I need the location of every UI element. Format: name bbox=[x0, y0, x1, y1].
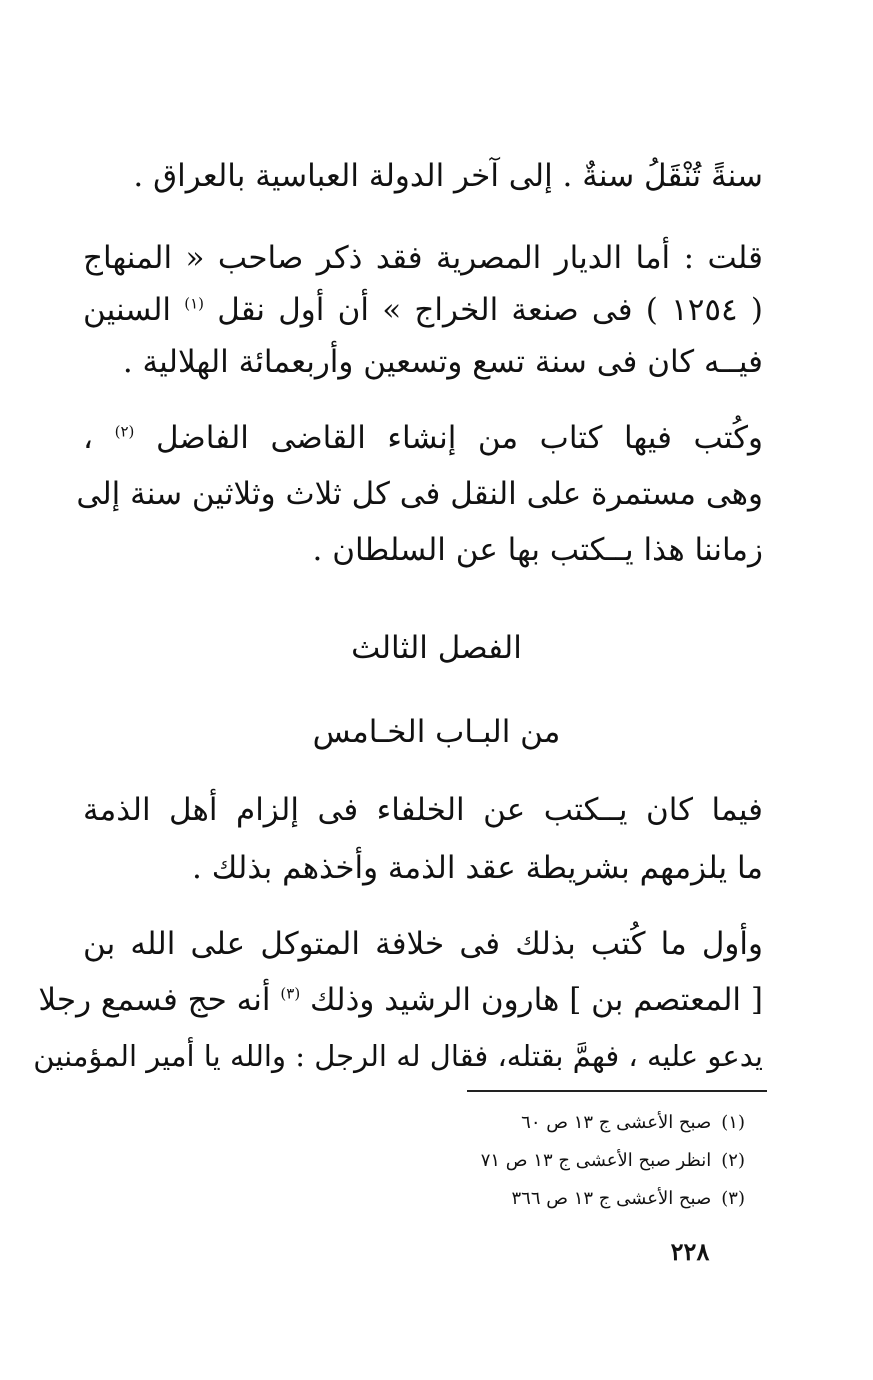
text-fragment: أنه حج فسمع رجلا bbox=[38, 982, 281, 1018]
footnote-text: صبح الأعشى ج ١٣ ص ٦٠ bbox=[521, 1112, 712, 1133]
footnote-number: (٣) bbox=[721, 1188, 745, 1209]
section-heading: من البـاب الخـامس bbox=[312, 714, 561, 750]
footnote bbox=[385, 1110, 745, 1136]
text-line bbox=[83, 418, 763, 458]
page-number: ٢٢٨ bbox=[670, 1237, 710, 1266]
text-line: فيما كان يــكتب عن الخلفاء فى إلزام أهل الذمة bbox=[83, 792, 763, 828]
footnote-text: صبح الأعشى ج ١٣ ص ٣٦٦ bbox=[511, 1188, 712, 1209]
text-line: ما يلزمهم بشريطة عقد الذمة وأخذهم بذلك . bbox=[192, 850, 763, 886]
footnote bbox=[385, 1186, 745, 1212]
text-line: يدعو عليه ، فهمَّ بقتله، فقال له الرجل : والله يا أمير المؤمنين bbox=[33, 1039, 763, 1073]
text-line: سنةً تُنْقَلُ سنةٌ . إلى آخر الدولة العباسية بالعراق . bbox=[133, 158, 763, 194]
footnote-number: (٢) bbox=[721, 1150, 745, 1171]
footnote-text: انظر صبح الأعشى ج ١٣ ص ٧١ bbox=[480, 1150, 712, 1171]
chapter-heading: الفصل الثالث bbox=[351, 630, 522, 666]
text-line: فيــه كان فى سنة تسع وتسعين وأربعمائة الهلالية . bbox=[122, 344, 763, 380]
text-fragment: [ المعتصم بن ] هارون الرشيد وذلك bbox=[310, 982, 763, 1018]
text-fragment: ، bbox=[83, 420, 115, 456]
footnote-marker: (٢) bbox=[114, 422, 135, 441]
text-line bbox=[83, 290, 763, 330]
footnote-separator bbox=[467, 1090, 767, 1092]
footnote-marker: (١) bbox=[184, 294, 205, 313]
footnote bbox=[385, 1148, 745, 1174]
text-line bbox=[38, 980, 763, 1020]
text-fragment: ( ١٢٥٤ ) فى صنعة الخراج » أن أول نقل bbox=[217, 292, 764, 328]
text-fragment: وكُتب فيها كتاب من إنشاء القاضى الفاضل bbox=[155, 420, 763, 456]
text-line: وأول ما كُتب بذلك فى خلافة المتوكل على الله بن bbox=[83, 926, 763, 962]
footnote-marker: (٣) bbox=[280, 984, 301, 1003]
text-fragment: السنين bbox=[83, 292, 185, 328]
text-line: قلت : أما الديار المصرية فقد ذكر صاحب « المنهاج bbox=[83, 240, 763, 276]
footnote-number: (١) bbox=[721, 1112, 745, 1133]
text-line: وهى مستمرة على النقل فى كل ثلاث وثلاثين سنة إلى bbox=[76, 476, 763, 512]
text-line: زماننا هذا يــكتب بها عن السلطان . bbox=[312, 532, 763, 568]
